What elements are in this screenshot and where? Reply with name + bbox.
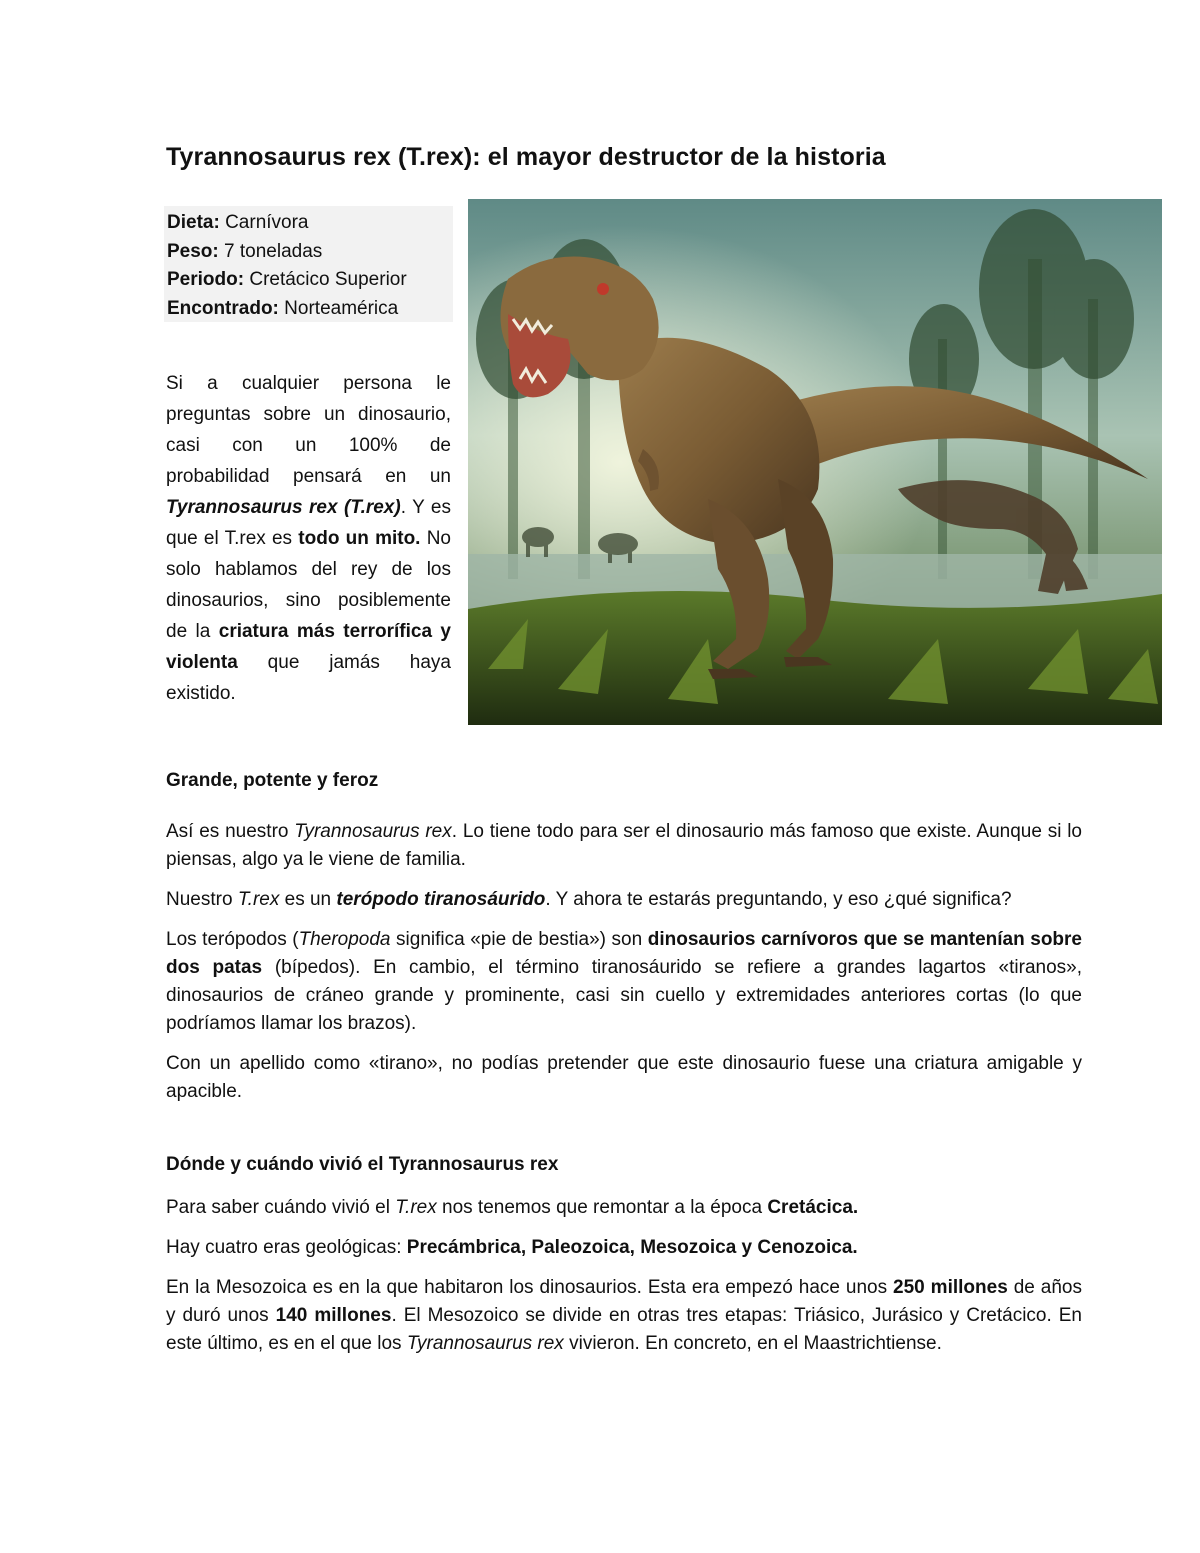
paragraph: Con un apellido como «tirano», no podías pretender que este dinosaurio fuese una criatura amigable y apacible. xyxy=(166,1053,1082,1102)
paragraph xyxy=(166,1274,1082,1358)
text: . Lo tiene todo para ser el dinosaurio más famoso que existe. Aunque si lo piensas, algo ya le viene de familia. xyxy=(166,821,1082,870)
intro-text: . Y es que el T.rex es xyxy=(166,497,451,549)
species-name: T.rex xyxy=(395,1197,437,1218)
text: de años y duró unos xyxy=(166,1277,1082,1326)
species-name: T.rex xyxy=(237,889,280,910)
text: es un xyxy=(279,889,337,910)
intro-emphasis: criatura más terrorífica y violenta xyxy=(166,621,451,673)
intro-emphasis: todo un mito. xyxy=(298,528,421,549)
species-name: Tyrannosaurus rex xyxy=(294,821,452,842)
intro-species-name: Tyrannosaurus rex (T.rex) xyxy=(166,497,401,518)
section-heading-donde: Dónde y cuándo vivió el Tyrannosaurus rex xyxy=(166,1154,559,1175)
fact-label: Encontrado: xyxy=(167,297,279,319)
trex-illustration xyxy=(468,199,1162,725)
intro-text: No solo hablamos del rey de los dinosaurios, sino posiblemente de la xyxy=(166,528,451,642)
section-donde-body xyxy=(166,1194,1082,1358)
fact-period xyxy=(167,266,453,295)
paragraph xyxy=(166,886,1082,914)
fact-weight xyxy=(167,238,453,267)
latin-term: Theropoda xyxy=(298,929,391,950)
paragraph xyxy=(166,926,1082,1038)
fact-value: Carnívora xyxy=(219,212,309,233)
page-title: Tyrannosaurus rex (T.rex): el mayor destructor de la historia xyxy=(166,143,886,171)
intro-text: que jamás haya existido. xyxy=(166,652,451,704)
fact-label: Periodo: xyxy=(167,269,245,290)
fact-diet xyxy=(167,209,453,238)
text: Así es nuestro xyxy=(166,821,295,842)
text: vivieron. En concreto, en el Maastrichtiense. xyxy=(563,1333,942,1354)
facts-box xyxy=(164,206,453,322)
fact-label: Dieta: xyxy=(167,212,220,233)
intro-paragraph xyxy=(166,368,451,709)
fact-value: Cretácico Superior xyxy=(244,269,407,290)
text: . El Mesozoico se divide en otras tres etapas: Triásico, Jurásico y Cretácico. En este último, es en el que los xyxy=(166,1305,1082,1354)
text: Nuestro xyxy=(166,889,238,910)
fact-found xyxy=(167,295,453,324)
paragraph xyxy=(166,1234,1082,1262)
fact-value: Norteamérica xyxy=(278,297,399,319)
section-grande-body xyxy=(166,818,1082,1106)
text: Hay cuatro eras geológicas: xyxy=(166,1237,407,1258)
paragraph xyxy=(166,818,1082,874)
emphasis: Precámbrica, Paleozoica, Mesozoica y Cenozoica. xyxy=(406,1237,858,1258)
fact-label: Peso: xyxy=(167,240,219,262)
text: Para saber cuándo vivió el xyxy=(166,1197,396,1218)
emphasis: terópodo tiranosáurido xyxy=(336,889,546,910)
text: (bípedos). En cambio, el término tiranosáurido se refiere a grandes lagartos «tiranos», dinosaurios de cráneo grande y prominente, casi sin cuello y extremidades anteriores cortas (lo que podríamos llamar los brazos). xyxy=(166,957,1082,1034)
text: significa «pie de bestia») son xyxy=(390,929,648,950)
text: En la Mesozoica es en la que habitaron los dinosaurios. Esta era empezó hace unos xyxy=(166,1277,894,1298)
emphasis: 250 millones xyxy=(893,1277,1008,1298)
emphasis: 140 millones xyxy=(275,1305,392,1326)
section-heading-grande: Grande, potente y feroz xyxy=(166,770,379,791)
text: . Y ahora te estarás preguntando, y eso ¿qué significa? xyxy=(545,889,1012,910)
intro-text: Si a cualquier persona le preguntas sobre un dinosaurio, casi con un 100% de probabilidad pensará en un xyxy=(166,373,451,487)
paragraph xyxy=(166,1194,1082,1222)
text: nos tenemos que remontar a la época xyxy=(436,1197,768,1218)
fact-value: 7 toneladas xyxy=(218,240,323,262)
species-name: Tyrannosaurus rex xyxy=(406,1333,564,1354)
text: Los terópodos ( xyxy=(166,929,299,950)
emphasis: dinosaurios carnívoros que se mantenían sobre dos patas xyxy=(166,929,1082,978)
emphasis: Cretácica. xyxy=(767,1197,859,1218)
